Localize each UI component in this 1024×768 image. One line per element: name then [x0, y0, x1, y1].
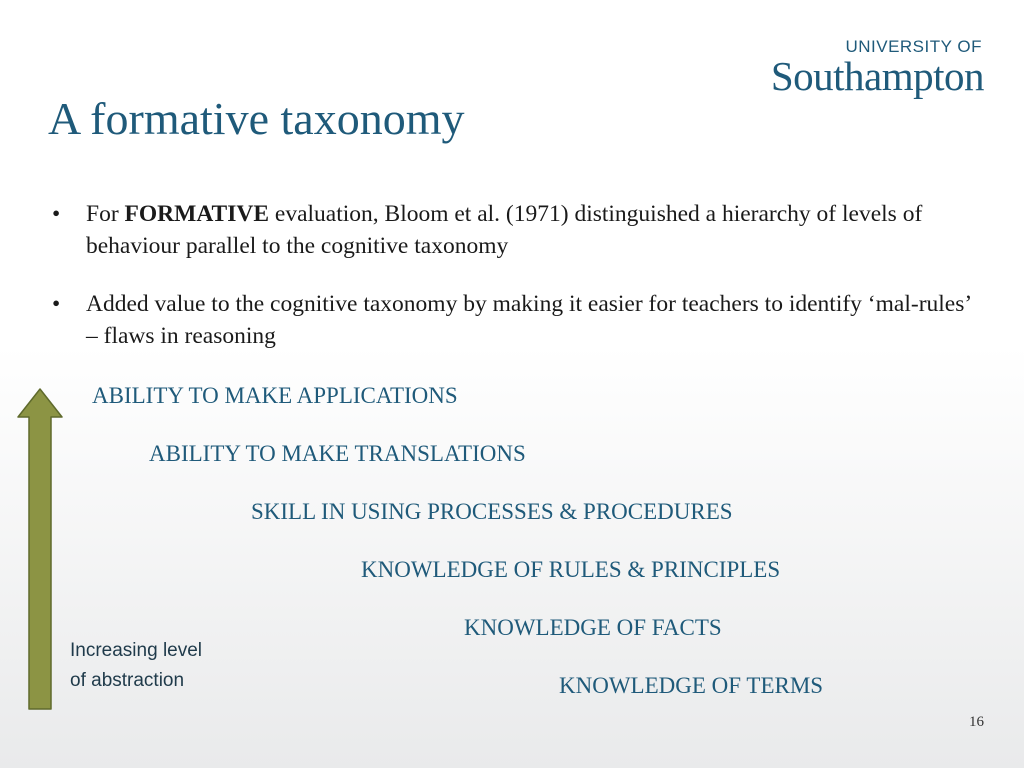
arrow-caption-line1: Increasing level	[70, 640, 203, 661]
bullet-dot-icon: •	[52, 291, 61, 317]
bullet-1-rest: evaluation, Bloom et al. (1971) distinguished a hierarchy of levels of behaviour parallel to the cognitive taxonomy	[86, 201, 923, 259]
level-applications: ABILITY TO MAKE APPLICATIONS	[92, 383, 458, 408]
level-facts: KNOWLEDGE OF FACTS	[464, 615, 722, 640]
logo-university-of: UNIVERSITY OF	[845, 37, 982, 56]
level-processes-procedures: SKILL IN USING PROCESSES & PROCEDURES	[251, 499, 733, 524]
bullet-item-formative	[48, 198, 988, 262]
logo-southampton: Southampton	[770, 53, 984, 99]
bullet-1-prefix: For	[86, 201, 125, 227]
university-logo	[770, 37, 984, 99]
bullet-dot-icon: •	[52, 201, 61, 227]
bullet-1-bold: FORMATIVE	[124, 201, 270, 227]
level-rules-principles: KNOWLEDGE OF RULES & PRINCIPLES	[361, 557, 781, 582]
level-terms: KNOWLEDGE OF TERMS	[559, 673, 824, 698]
bullet-2-text: Added value to the cognitive taxonomy by making it easier for teachers to identify ‘mal-rules’ – flaws in reasoning	[86, 291, 971, 349]
bullet-list	[48, 198, 988, 378]
up-arrow-icon	[16, 387, 64, 713]
arrow-caption-line2: of abstraction	[70, 670, 185, 691]
arrow-caption	[70, 636, 202, 696]
level-translations: ABILITY TO MAKE TRANSLATIONS	[149, 441, 526, 466]
bullet-item-added-value	[48, 288, 988, 352]
slide-title: A formative taxonomy	[48, 93, 465, 144]
slide-number: 16	[969, 714, 984, 730]
